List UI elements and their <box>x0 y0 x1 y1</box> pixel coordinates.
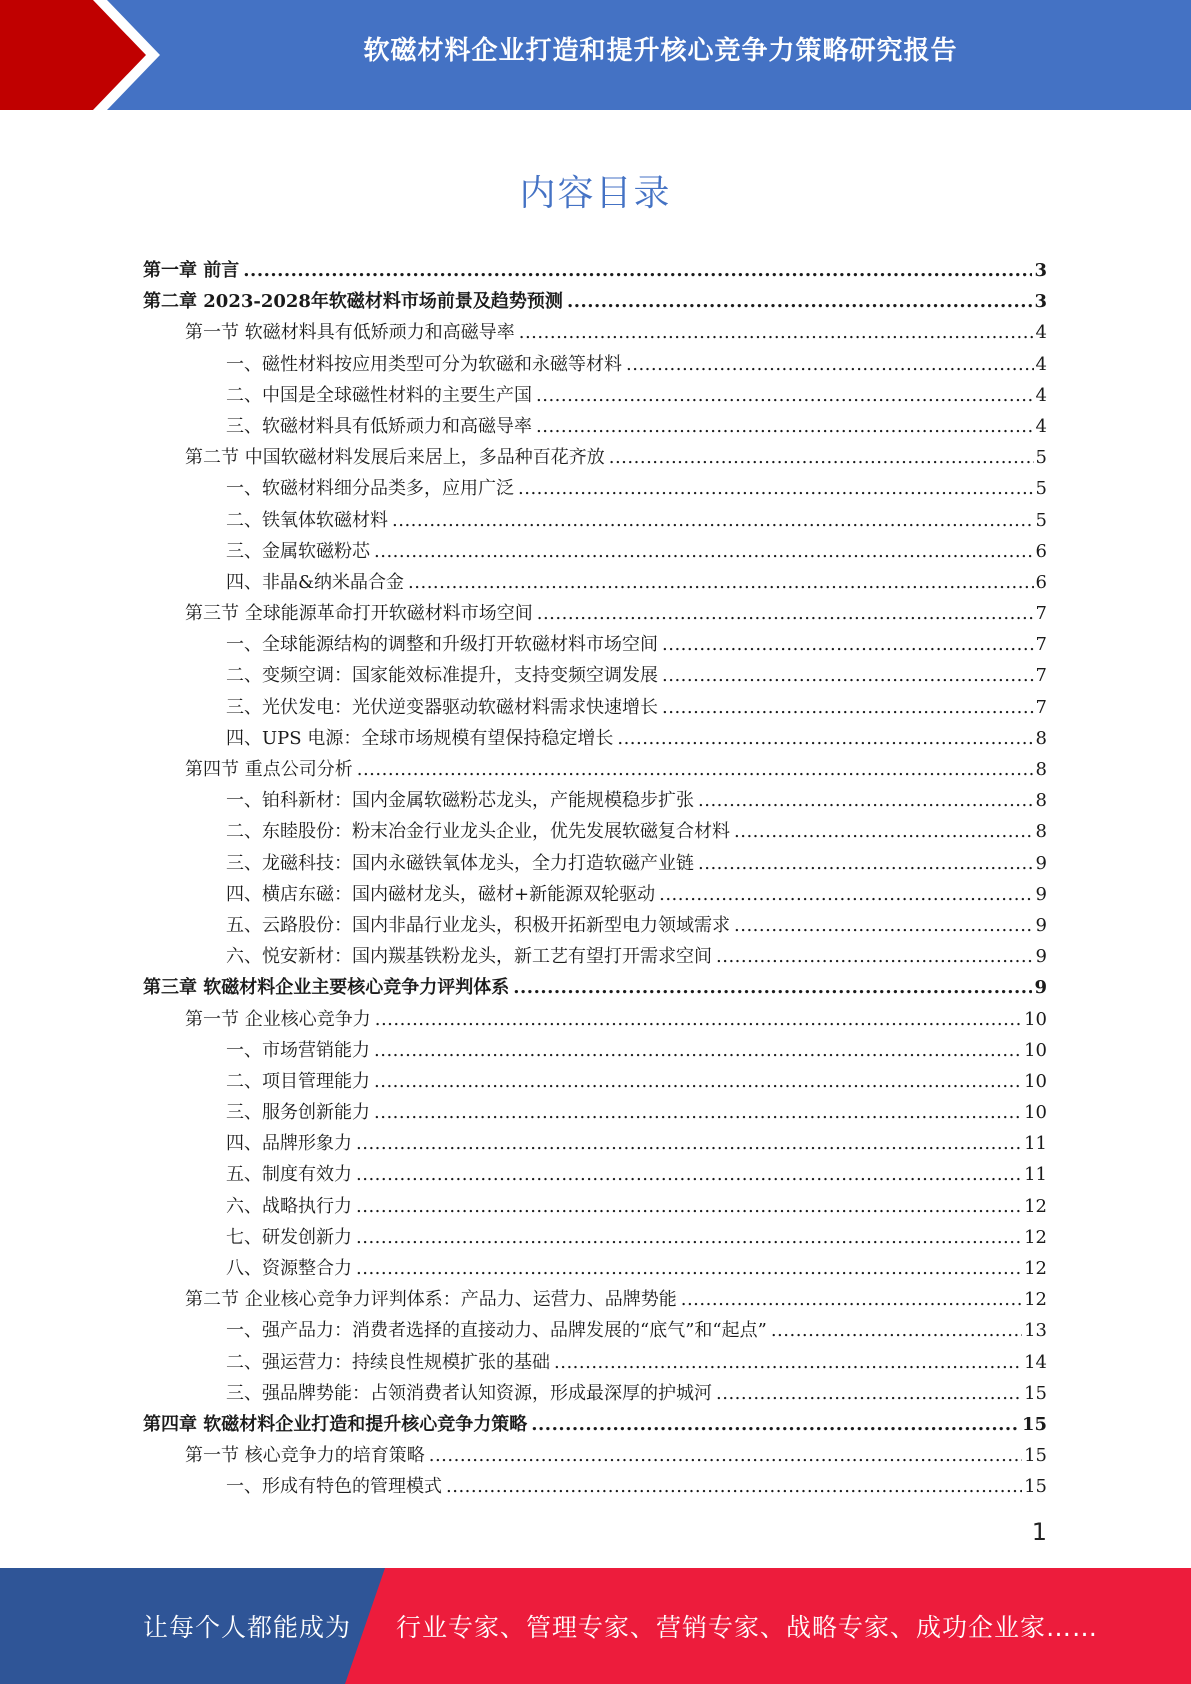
toc-entry-page: 9 <box>1035 914 1047 936</box>
toc-entry-label: 四、品牌形象力 <box>226 1133 352 1155</box>
toc-entry-label: 八、资源整合力 <box>226 1258 352 1279</box>
toc-entry[interactable] <box>143 1128 1047 1159</box>
toc-entry-page: 12 <box>1024 1258 1047 1279</box>
footer-slogan-right: 行业专家、管理专家、营销专家、战略专家、成功企业家…… <box>396 1613 1099 1642</box>
toc-dot-leader <box>375 1004 1022 1035</box>
toc-entry-label: 一、磁性材料按应用类型可分为软磁和永磁等材料 <box>226 353 622 375</box>
toc-entry-label: 四、UPS 电源：全球市场规模有望保持稳定增长 <box>226 727 614 749</box>
toc-entry-label: 四、非晶&纳米晶合金 <box>226 571 405 593</box>
toc-entry-label: 一、铂科新材：国内金属软磁粉芯龙头，产能规模稳步扩张 <box>226 790 694 812</box>
toc-entry[interactable] <box>143 785 1047 816</box>
toc-dot-leader <box>659 879 1033 910</box>
toc-entry-page: 11 <box>1024 1164 1047 1186</box>
toc-entry-label: 第二节 企业核心竞争力评判体系：产品力、运营力、品牌势能 <box>185 1289 677 1311</box>
toc-entry[interactable] <box>143 629 1047 660</box>
toc-entry[interactable] <box>143 1159 1047 1190</box>
toc-entry-page: 7 <box>1035 665 1047 687</box>
toc-entry-page: 5 <box>1035 447 1047 469</box>
toc-entry-label: 三、软磁材料具有低矫顽力和高磁导率 <box>226 415 532 437</box>
toc-entry-page: 3 <box>1034 260 1047 281</box>
toc-entry[interactable] <box>143 1315 1047 1346</box>
toc-dot-leader <box>771 1315 1022 1346</box>
toc-entry-label: 二、铁氧体软磁材料 <box>226 509 388 531</box>
toc-entry-label: 五、制度有效力 <box>226 1164 352 1186</box>
toc-dot-leader <box>519 317 1034 348</box>
toc-entry-page: 3 <box>1034 291 1047 313</box>
toc-entry[interactable] <box>143 723 1047 754</box>
toc-entry-label: 六、悦安新材：国内羰基铁粉龙头，新工艺有望打开需求空间 <box>226 946 712 968</box>
toc-entry-label: 六、战略执行力 <box>226 1195 352 1217</box>
toc-entry[interactable] <box>143 536 1047 567</box>
toc-dot-leader <box>734 910 1034 941</box>
toc-entry-label: 一、软磁材料细分品类多，应用广泛 <box>226 478 514 500</box>
toc-dot-leader <box>357 754 1034 785</box>
toc-entry-page: 10 <box>1024 1070 1047 1092</box>
toc-entry-label: 二、变频空调：国家能效标准提升，支持变频空调发展 <box>226 665 658 687</box>
toc-entry-page: 7 <box>1035 603 1047 625</box>
toc-entry-page: 4 <box>1035 384 1047 406</box>
toc-entry[interactable] <box>143 1035 1047 1066</box>
toc-dot-leader <box>698 848 1034 879</box>
toc-entry-page: 9 <box>1035 852 1047 874</box>
toc-entry[interactable] <box>143 1440 1047 1471</box>
toc-entry[interactable] <box>143 692 1047 723</box>
toc-entry[interactable] <box>143 567 1047 598</box>
toc-dot-leader <box>681 1284 1022 1315</box>
toc-dot-leader <box>617 723 1033 754</box>
toc-entry-label: 二、强运营力：持续良性规模扩张的基础 <box>226 1351 550 1373</box>
toc-entry-page: 12 <box>1024 1289 1047 1311</box>
toc-entry-label: 一、市场营销能力 <box>226 1039 370 1061</box>
toc-dot-leader <box>356 1222 1022 1253</box>
toc-entry[interactable] <box>143 1284 1047 1315</box>
toc-dot-leader <box>429 1440 1022 1471</box>
toc-entry-label: 第三章 软磁材料企业主要核心竞争力评判体系 <box>143 977 510 999</box>
toc-entry[interactable] <box>143 380 1047 411</box>
header-banner <box>0 0 1191 110</box>
toc-entry[interactable] <box>143 1222 1047 1253</box>
toc-entry-page: 6 <box>1035 540 1047 562</box>
toc-entry-label: 七、研发创新力 <box>226 1226 352 1248</box>
toc-entry-page: 7 <box>1035 696 1047 718</box>
toc-dot-leader <box>662 629 1034 660</box>
toc-entry[interactable] <box>143 1097 1047 1128</box>
toc-entry[interactable] <box>143 941 1047 972</box>
toc-entry[interactable] <box>143 349 1047 380</box>
toc-entry-label: 二、东睦股份：粉末冶金行业龙头企业，优先发展软磁复合材料 <box>226 821 730 843</box>
toc-entry-page: 4 <box>1035 415 1047 437</box>
toc-entry-label: 第一章 前言 <box>143 260 240 281</box>
toc-entry-page: 11 <box>1024 1133 1047 1155</box>
footer-banner <box>0 1568 1191 1684</box>
toc-entry[interactable] <box>143 473 1047 504</box>
toc-entry-page: 10 <box>1024 1008 1047 1030</box>
toc-entry-page: 8 <box>1035 790 1047 812</box>
toc-entry[interactable] <box>143 1191 1047 1222</box>
toc-entry[interactable] <box>143 1347 1047 1378</box>
table-of-contents <box>143 255 1047 1503</box>
toc-dot-leader <box>554 1347 1022 1378</box>
toc-entry-page: 12 <box>1024 1226 1047 1248</box>
toc-entry-label: 一、强产品力：消费者选择的直接动力、品牌发展的“底气”和“起点” <box>226 1320 767 1342</box>
toc-entry[interactable] <box>143 286 1047 317</box>
toc-dot-leader <box>513 972 1032 1003</box>
toc-entry-page: 15 <box>1024 1445 1047 1467</box>
toc-heading: 内容目录 <box>519 173 672 214</box>
toc-dot-leader <box>356 1159 1022 1190</box>
toc-entry-label: 四、横店东磁：国内磁材龙头，磁材+新能源双轮驱动 <box>226 883 656 905</box>
toc-dot-leader <box>374 1035 1022 1066</box>
toc-entry-label: 五、云路股份：国内非晶行业龙头，积极开拓新型电力领域需求 <box>226 914 730 936</box>
toc-entry[interactable] <box>143 910 1047 941</box>
toc-entry[interactable] <box>143 411 1047 442</box>
toc-entry-page: 9 <box>1034 977 1047 999</box>
toc-entry-label: 第一节 核心竞争力的培育策略 <box>185 1445 425 1467</box>
toc-entry-page: 10 <box>1024 1039 1047 1061</box>
toc-dot-leader <box>356 1191 1022 1222</box>
toc-dot-leader <box>716 1378 1022 1409</box>
toc-entry-label: 第二节 中国软磁材料发展后来居上，多品种百花齐放 <box>185 447 605 469</box>
toc-dot-leader <box>734 816 1034 847</box>
toc-entry-label: 三、强品牌势能：占领消费者认知资源，形成最深厚的护城河 <box>226 1382 712 1404</box>
toc-dot-leader <box>537 598 1034 629</box>
toc-entry-page: 4 <box>1035 353 1047 375</box>
toc-entry[interactable] <box>143 317 1047 348</box>
toc-entry[interactable] <box>143 1253 1047 1284</box>
toc-dot-leader <box>536 380 1034 411</box>
toc-entry[interactable] <box>143 598 1047 629</box>
toc-entry[interactable] <box>143 442 1047 473</box>
toc-entry[interactable] <box>143 1004 1047 1035</box>
toc-dot-leader <box>446 1471 1022 1502</box>
toc-dot-leader <box>536 411 1034 442</box>
toc-entry-page: 4 <box>1035 322 1047 344</box>
toc-entry[interactable] <box>143 1066 1047 1097</box>
report-title: 软磁材料企业打造和提升核心竞争力策略研究报告 <box>363 36 958 66</box>
toc-entry-label: 二、项目管理能力 <box>226 1070 370 1092</box>
toc-dot-leader <box>356 1128 1022 1159</box>
toc-dot-leader <box>698 785 1034 816</box>
toc-entry[interactable] <box>143 1378 1047 1409</box>
toc-entry-page: 12 <box>1024 1195 1047 1217</box>
toc-entry-page: 7 <box>1035 634 1047 656</box>
toc-entry-page: 8 <box>1035 727 1047 749</box>
toc-entry-label: 第一节 企业核心竞争力 <box>185 1008 371 1030</box>
toc-entry-page: 9 <box>1035 946 1047 968</box>
toc-entry-label: 第三节 全球能源革命打开软磁材料市场空间 <box>185 603 533 625</box>
toc-entry-page: 15 <box>1024 1382 1047 1404</box>
toc-dot-leader <box>518 473 1034 504</box>
toc-dot-leader <box>626 349 1034 380</box>
toc-entry[interactable] <box>143 1471 1047 1502</box>
toc-entry-page: 8 <box>1035 759 1047 780</box>
toc-dot-leader <box>662 660 1034 691</box>
toc-entry-label: 二、中国是全球磁性材料的主要生产国 <box>226 384 532 406</box>
toc-dot-leader <box>716 941 1034 972</box>
toc-dot-leader <box>662 692 1034 723</box>
toc-entry[interactable] <box>143 1409 1047 1440</box>
toc-entry-page: 8 <box>1035 821 1047 843</box>
toc-entry-page: 15 <box>1024 1476 1047 1498</box>
toc-dot-leader <box>374 536 1034 567</box>
toc-entry-page: 13 <box>1024 1320 1047 1342</box>
toc-entry-page: 6 <box>1035 571 1047 593</box>
toc-entry[interactable] <box>143 505 1047 536</box>
toc-dot-leader <box>392 505 1034 536</box>
toc-dot-leader <box>408 567 1034 598</box>
footer-slogan-left: 让每个人都能成为 <box>143 1613 352 1642</box>
toc-dot-leader <box>374 1097 1022 1128</box>
toc-entry-page: 10 <box>1024 1102 1047 1124</box>
toc-entry[interactable] <box>143 848 1047 879</box>
toc-entry-label: 第二章 2023-2028年软磁材料市场前景及趋势预测 <box>143 291 563 313</box>
page-number: 1 <box>1031 1518 1047 1546</box>
toc-entry-label: 三、服务创新能力 <box>226 1102 370 1124</box>
toc-dot-leader <box>567 286 1033 317</box>
toc-entry-label: 一、形成有特色的管理模式 <box>226 1476 442 1498</box>
toc-entry[interactable] <box>143 754 1047 785</box>
toc-dot-leader <box>531 1409 1020 1440</box>
toc-entry-page: 14 <box>1024 1351 1047 1373</box>
toc-entry-label: 第一节 软磁材料具有低矫顽力和高磁导率 <box>185 322 515 344</box>
toc-entry-page: 15 <box>1021 1413 1047 1435</box>
toc-entry[interactable] <box>143 972 1047 1003</box>
toc-entry[interactable] <box>143 816 1047 847</box>
toc-entry-label: 一、全球能源结构的调整和升级打开软磁材料市场空间 <box>226 634 658 656</box>
toc-entry-label: 三、金属软磁粉芯 <box>226 540 370 562</box>
toc-entry[interactable] <box>143 879 1047 910</box>
toc-dot-leader <box>609 442 1034 473</box>
toc-entry-page: 5 <box>1035 509 1047 531</box>
toc-entry-label: 三、光伏发电：光伏逆变器驱动软磁材料需求快速增长 <box>226 696 658 718</box>
toc-entry[interactable] <box>143 255 1047 286</box>
toc-entry-label: 第四章 软磁材料企业打造和提升核心竞争力策略 <box>143 1413 528 1435</box>
toc-entry-page: 9 <box>1035 883 1047 905</box>
toc-entry[interactable] <box>143 660 1047 691</box>
toc-entry-page: 5 <box>1035 478 1047 500</box>
toc-entry-label: 第四节 重点公司分析 <box>185 759 353 780</box>
toc-dot-leader <box>374 1066 1022 1097</box>
toc-dot-leader <box>243 255 1032 286</box>
toc-entry-label: 三、龙磁科技：国内永磁铁氧体龙头，全力打造软磁产业链 <box>226 852 694 874</box>
toc-dot-leader <box>356 1253 1022 1284</box>
